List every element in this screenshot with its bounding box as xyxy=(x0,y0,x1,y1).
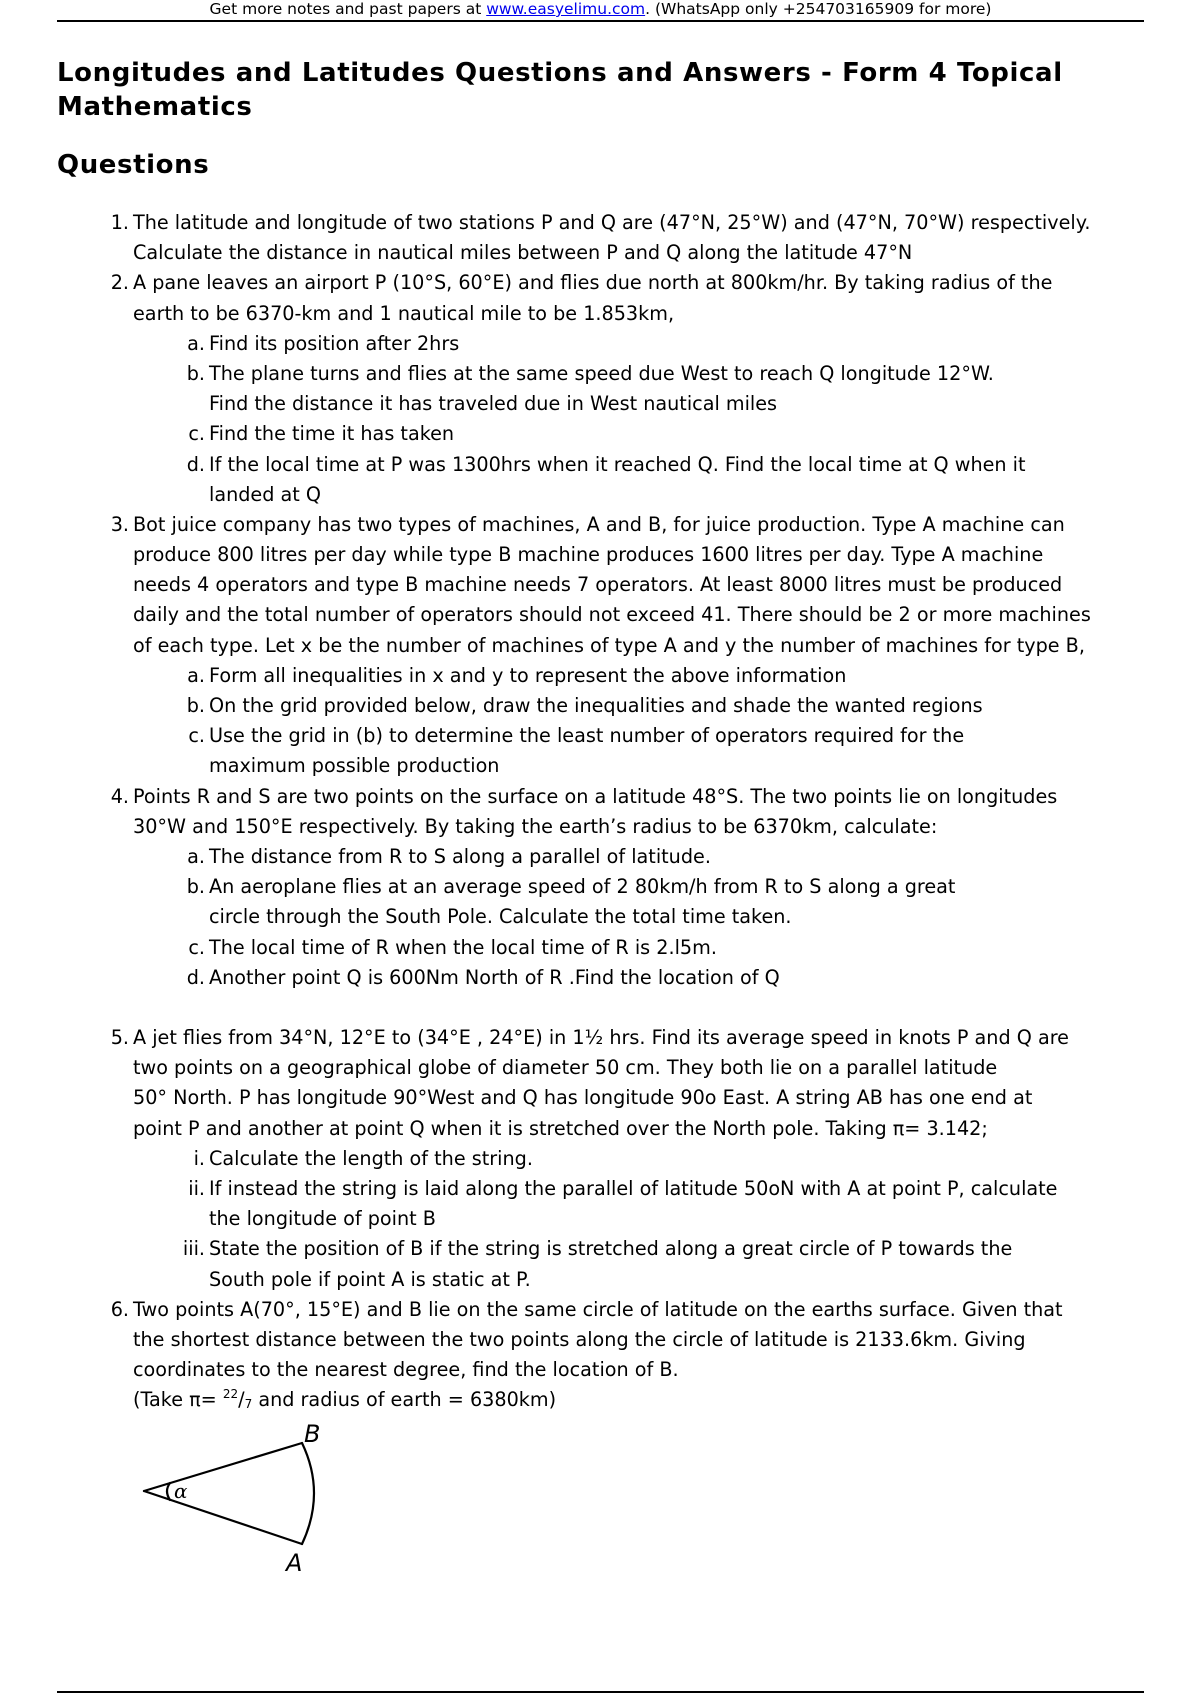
question-text: produce 800 litres per day while type B machine produces 1600 litres per day. Type A machine xyxy=(133,543,1044,567)
sub-marker: b. xyxy=(186,361,205,385)
question-number: 6. xyxy=(110,1297,129,1321)
sub-text: The local time of R when the local time of R is 2.l5m. xyxy=(209,935,717,959)
sub-marker: ii. xyxy=(188,1177,205,1200)
sub-marker: a. xyxy=(187,331,205,355)
question-text: Calculate the distance in nautical miles between P and Q along the latitude 47°N xyxy=(133,241,913,265)
angle-arc xyxy=(167,1483,170,1500)
sub-marker: b. xyxy=(186,694,205,717)
fraction-numerator: 22 xyxy=(222,1387,239,1402)
sub-text: On the grid provided below, draw the inequalities and shade the wanted regions xyxy=(209,694,983,717)
sub-question xyxy=(0,1144,1200,1174)
question-text: of each type. Let x be the number of machines of type A and y the number of machines for type B, xyxy=(133,633,1085,657)
question-4 xyxy=(0,782,1200,812)
sub-text: If instead the string is laid along the parallel of latitude 50oN with A at point P, calculate xyxy=(209,1177,1058,1200)
header-link[interactable]: www.easyelimu.com xyxy=(486,0,646,18)
sector-diagram xyxy=(130,1418,360,1578)
sub-question xyxy=(0,691,1200,721)
fraction-denominator: 7 xyxy=(244,1397,253,1412)
pi-text: (Take π= xyxy=(133,1388,223,1412)
sub-text: circle through the South Pole. Calculate the total time taken. xyxy=(209,905,792,929)
sub-text: Another point Q is 600Nm North of R .Find the location of Q xyxy=(209,965,780,989)
question-text: coordinates to the nearest degree, find the location of B. xyxy=(133,1358,679,1382)
question-text: 30°W and 150°E respectively. By taking the earth’s radius to be 6370km, calculate: xyxy=(133,814,938,838)
sub-question xyxy=(0,963,1200,993)
question-text: needs 4 operators and type B machine needs 7 operators. At least 8000 litres must be produced xyxy=(133,573,1063,597)
question-text: Bot juice company has two types of machines, A and B, for juice production. Type A machine can xyxy=(133,512,1065,536)
sub-text: maximum possible production xyxy=(209,754,500,778)
page-title xyxy=(57,56,1157,124)
sub-text: The plane turns and flies at the same speed due West to reach Q longitude 12°W. xyxy=(209,361,994,385)
header-prefix: Get more notes and past papers at xyxy=(209,0,487,18)
sub-question xyxy=(0,450,1200,480)
question-text: The latitude and longitude of two stations P and Q are (47°N, 25°W) and (47°N, 70°W) respectively. xyxy=(133,211,1091,234)
sub-marker: a. xyxy=(187,844,205,868)
question-number: 1. xyxy=(110,211,129,234)
question-5 xyxy=(0,1023,1200,1053)
sub-marker: d. xyxy=(186,965,205,989)
title-line-2: Mathematics xyxy=(57,92,253,122)
sub-text: South pole if point A is static at P. xyxy=(209,1267,531,1291)
question-text: 50° North. P has longitude 90°West and Q has longitude 90o East. A string AB has one end at xyxy=(133,1086,1033,1110)
sub-question xyxy=(0,1174,1200,1204)
page-header xyxy=(57,0,1144,22)
sub-text: Calculate the length of the string. xyxy=(209,1146,533,1170)
question-1 xyxy=(0,208,1200,238)
sub-question xyxy=(0,359,1200,389)
question-text: Points R and S are two points on the surface on a latitude 48°S. The two points lie on longitudes xyxy=(133,784,1058,808)
label-b: B xyxy=(304,1420,321,1448)
sub-marker: b. xyxy=(186,875,205,899)
label-a: A xyxy=(286,1549,303,1577)
questions-list xyxy=(0,208,1200,1416)
question-text: daily and the total number of operators should not exceed 41. There should be 2 or more machines xyxy=(133,603,1091,627)
title-line-1: Longitudes and Latitudes Questions and Answers - Form 4 Topical xyxy=(57,58,1063,88)
sub-text: Use the grid in (b) to determine the least number of operators required for the xyxy=(209,724,965,748)
question-2 xyxy=(0,268,1200,298)
sub-marker: i. xyxy=(193,1146,205,1170)
sub-question xyxy=(0,872,1200,902)
sub-text: Find the time it has taken xyxy=(209,422,455,446)
header-suffix: . (WhatsApp only +254703165909 for more) xyxy=(645,0,992,18)
sector-arc xyxy=(302,1443,314,1544)
sub-text: State the position of B if the string is stretched along a great circle of P towards the xyxy=(209,1237,1013,1261)
question-number: 4. xyxy=(110,784,129,808)
sub-question xyxy=(0,419,1200,449)
question-text: earth to be 6370-km and 1 nautical mile to be 1.853km, xyxy=(133,301,675,325)
sub-question xyxy=(0,721,1200,751)
sub-marker: c. xyxy=(188,724,205,748)
sub-text: the longitude of point B xyxy=(209,1207,436,1231)
sub-text: Find its position after 2hrs xyxy=(209,331,460,355)
sub-question xyxy=(0,1234,1200,1264)
question-text: two points on a geographical globe of diameter 50 cm. They both lie on a parallel latitude xyxy=(133,1056,998,1080)
question-text: A jet flies from 34°N, 12°E to (34°E , 24°E) in 1½ hrs. Find its average speed in knots P and Q are xyxy=(133,1026,1069,1050)
sub-marker: iii. xyxy=(182,1237,205,1261)
sub-question xyxy=(0,661,1200,691)
sub-question xyxy=(0,329,1200,359)
question-text: point P and another at point Q when it is stretched over the North pole. Taking π= 3.142; xyxy=(133,1116,988,1140)
question-text: A pane leaves an airport P (10°S, 60°E) and flies due north at 800km/hr. By taking radius of the xyxy=(133,271,1053,295)
footer-rule xyxy=(57,1691,1144,1693)
sub-question xyxy=(0,842,1200,872)
sub-text: If the local time at P was 1300hrs when it reached Q. Find the local time at Q when it xyxy=(209,452,1026,476)
sub-text: Find the distance it has traveled due in West nautical miles xyxy=(209,392,778,416)
question-text xyxy=(133,1385,556,1415)
fraction-slash: / xyxy=(238,1388,245,1412)
question-6 xyxy=(0,1295,1200,1325)
sub-text: landed at Q xyxy=(209,482,321,506)
question-number: 5. xyxy=(110,1026,129,1050)
sub-marker: c. xyxy=(188,422,205,446)
sub-marker: a. xyxy=(187,663,205,687)
question-text: the shortest distance between the two points along the circle of latitude is 2133.6km. Giving xyxy=(133,1327,1026,1351)
radius-text: and radius of earth = 6380km) xyxy=(252,1388,557,1412)
sub-question xyxy=(0,933,1200,963)
sub-text: The distance from R to S along a parallel of latitude. xyxy=(209,844,711,868)
question-3 xyxy=(0,510,1200,540)
sub-text: Form all inequalities in x and y to represent the above information xyxy=(209,663,847,687)
sector-edge-ob xyxy=(144,1443,302,1491)
label-alpha: α xyxy=(174,1479,188,1503)
sub-marker: d. xyxy=(186,452,205,476)
sub-text: An aeroplane flies at an average speed of 2 80km/h from R to S along a great xyxy=(209,875,956,899)
question-number: 3. xyxy=(110,512,129,536)
sub-marker: c. xyxy=(188,935,205,959)
sector-edge-oa xyxy=(144,1491,302,1544)
question-number: 2. xyxy=(110,271,129,295)
section-heading: Questions xyxy=(57,150,210,180)
question-text: Two points A(70°, 15°E) and B lie on the same circle of latitude on the earths surface. Given that xyxy=(133,1297,1063,1321)
